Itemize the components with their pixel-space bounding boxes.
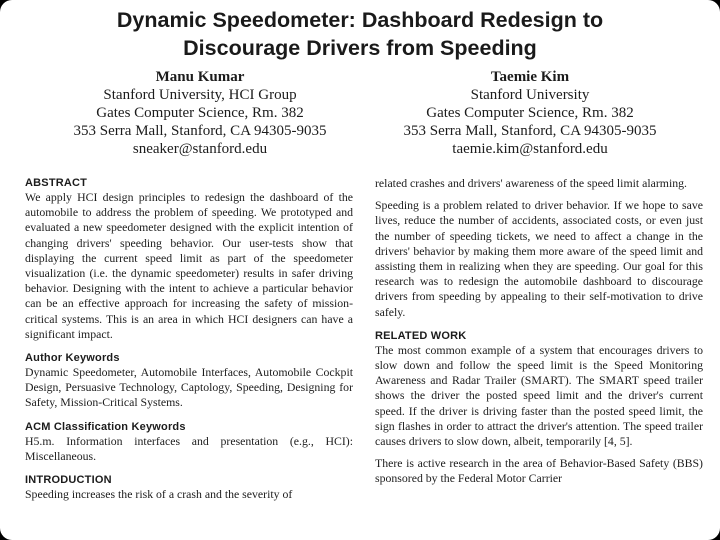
keywords-heading: Author Keywords xyxy=(25,352,120,365)
acm-heading: ACM Classification Keywords xyxy=(25,420,186,433)
left-column xyxy=(25,176,353,502)
bbs-text: There is active research in the area of Behavior-Based Safety (BBS) sponsored by the Federal Motor Carrier xyxy=(375,456,703,486)
keywords-text: Dynamic Speedometer, Automobile Interfaces, Automobile Cockpit Design, Persuasive Technology, Captology, Speeding, Designing for Safety, Mission-Critical Systems. xyxy=(25,365,353,410)
author-affiliation: Stanford University, HCI Group xyxy=(103,87,297,103)
author-affiliation: Stanford University xyxy=(470,87,590,103)
author-name: Manu Kumar xyxy=(155,69,245,85)
author-address: 353 Serra Mall, Stanford, CA 94305-9035 xyxy=(73,123,327,139)
author-email: sneaker@stanford.edu xyxy=(132,141,268,157)
author-email: taemie.kim@stanford.edu xyxy=(452,141,608,157)
intro-text: Speeding increases the risk of a crash and the severity of xyxy=(25,487,293,502)
right-column xyxy=(375,176,703,487)
author-department: Gates Computer Science, Rm. 382 xyxy=(426,105,634,121)
intro-heading: INTRODUCTION xyxy=(25,474,112,487)
related-work-heading: RELATED WORK xyxy=(375,329,467,342)
author-address: 353 Serra Mall, Stanford, CA 94305-9035 xyxy=(403,123,657,139)
problem-text: Speeding is a problem related to driver behavior. If we hope to save lives, reduce the number of accidents, associated costs, or even just the number of speeding tickets, we need to affect a change in the drivers' behavior by making them more aware of the speed limit and assisting them in realizing when they are speeding. Our goal for this research was to redesign the automobile dashboard to discourage drivers from speeding by appealing to their self-motivation to drive safely. xyxy=(375,198,703,319)
title-line-2: Discourage Drivers from Speeding xyxy=(183,36,537,60)
author-block-2 xyxy=(370,68,690,158)
author-department: Gates Computer Science, Rm. 382 xyxy=(96,105,304,121)
author-name: Taemie Kim xyxy=(490,69,570,85)
acm-text: H5.m. Information interfaces and presentation (e.g., HCI): Miscellaneous. xyxy=(25,433,353,463)
author-block-1 xyxy=(40,68,360,158)
title-line-1: Dynamic Speedometer: Dashboard Redesign to xyxy=(116,8,604,32)
continued-text: related crashes and drivers' awareness of the speed limit alarming. xyxy=(375,176,688,190)
abstract-text: We apply HCI design principles to redesign the dashboard of the automobile to address the problem of speeding. We prototyped and evaluated a new speedometer designed with the explicit intention of changing drivers' speeding behavior. Our user-tests show that displaying the current speed limit as part of the speedometer visualization (i.e. the dynamic speedometer) results in safer driving behavior. Designing with the intent to achieve a particular behavior can be an effective approach for increasing the safety of mission-critical systems. This is an area in which HCI designers can have a significant impact. xyxy=(25,190,353,341)
related-work-text: The most common example of a system that encourages drivers to slow down and follow the speed limit is the Speed Monitoring Awareness and Radar Trailer (SMART). The SMART speed trailer shows the driver the posted speed limit and the driver's current speed. If the driver is driving faster than the posted speed limit, the sign flashes in order to attract the driver's attention. The speed trailer causes drivers to slow down, albeit, temporarily [4, 5]. xyxy=(375,342,703,449)
abstract-heading: ABSTRACT xyxy=(25,177,88,189)
paper-title xyxy=(0,6,720,62)
